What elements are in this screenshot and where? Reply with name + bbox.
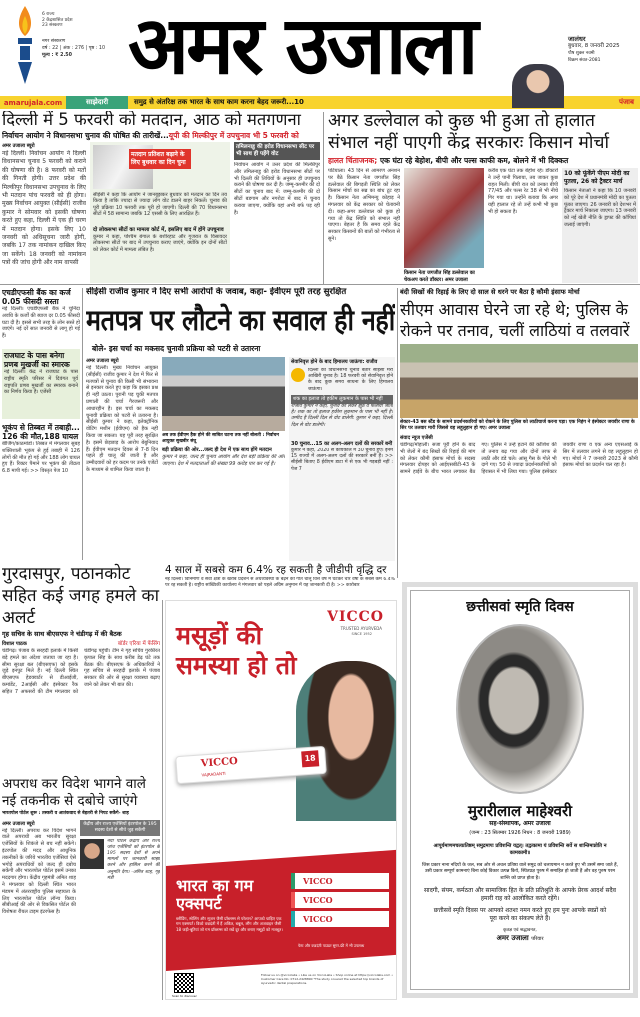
story3-side-sub3: 30 चुनाव...15 का अलग-अलग दलों की सरकारें बनीं [291, 441, 393, 447]
story2-body2: करीब एक घंटा तक बेहोश रहे। डॉक्टरों ने उन्हें पानी पिलाया, तब जाकर कुछ राहत मिली। बीपी रात को उनका बीपी 77/45 और पल्स रेट 38 से भी नीचे गिर गया था। उन्होंने बताया कि अगर यही हालात रहे तो उन्हें कभी भी कुछ भी हो सकता है। [488, 168, 558, 215]
amit-shah-photo [80, 839, 104, 869]
memorial-dates: (जन्म : 23 सितम्बर 1926 निधन : 8 जनवरी 1989) [469, 830, 571, 836]
ad-text-block [176, 877, 286, 969]
story4-body: चंडीगढ़/मोहाली। सजा पूरी होने के बाद भी जेलों में बंद सिखों की रिहाई की मांग को लेकर कौमी इंसाफ मोर्चा के सदस्य मंगलवार दोपहर को आईएसबीटी-43 के सामने हाईवे के बीच भारत लगाकर बैठ गए। पुलिस ने उन्हें हटाने की कोशिश की तो तनाव बढ़ गया और दोनों तरफ से लाठी और डंडे चले। आंसू गैस के गोले भी दागे गए। 50 से ज्यादा प्रदर्शनकारियों को हिरासत में भी लिया गया। पुलिस इंस्पेक्टर जयवीर राणा व एक अन्य एएसआई के सिर में तलवार लगने से वह लहूलुहान हो गए। मोर्चा ने 7 जनवरी 2023 से कौमी इंसाफ मोर्चा का प्रदर्शन चल रहा है। [400, 442, 638, 476]
story2-body: पटियाला। 43 दिन से आमरण अनशन पर बैठे किसान नेता जगजीत सिंह डल्लेवाल की बिगड़ती स्थिति को लेकर किसान मोर्चा का सब्र का बांध टूट रहा है। किसान नेता अभिमन्यु कोहाड़ ने मंगलवार को केंद्र सरकार को चेतावनी दी। कहा-अगर डल्लेवाल को कुछ हो गया तो केंद्र स्थिति को संभाल नहीं पाएगा। बेहतर है कि समय रहते केंद्र सरकार किसानों की बातों को गंभीरता से सुने। [328, 168, 400, 242]
story2-box-body: किसान नेताओं ने कहा कि 10 जनवरी को पूरे देश में प्रधानमंत्री मोदी का पुतला फूंका जाएगा। 26 जनवरी को देशभर में ट्रैक्टर मार्च निकाला जाएगा। 13 जनवरी को नई खेती नीति के ड्राफ्ट की कॉपियां जलाई जाएंगी। [564, 188, 636, 228]
story7-quote-block [80, 839, 160, 1000]
story1-subhead [2, 131, 320, 140]
tube-product: VAJRADANTI [201, 770, 226, 778]
brief-body: बीजिंग/काठमांडो। तिब्बत में मंगलवार सुबह शक्तिशाली भूकंप से हुई तबाही में 126 लोगों की मौत हो गई और 188 लोग घायल हुए हैं। रिक्टर पैमाने पर भूकंप की तीव्रता 6.8 मापी गई। >> विस्तृत पेज 10 [2, 441, 80, 475]
story3-subhead: बोले- इस चर्चा का मकसद चुनावी प्रक्रिया को पटरी से उतारना [92, 344, 261, 353]
state-label: पंजाब [619, 98, 634, 106]
story3-col2 [162, 357, 285, 561]
story1-sidebox [234, 142, 320, 283]
column-divider [397, 288, 398, 578]
qr-code[interactable] [174, 973, 194, 993]
story2-image-caption: किसान नेता जगजीत सिंह डल्लेवाल का चेकअप करते डॉक्टर। अमर उजाला [404, 270, 475, 283]
issue-number: वर्ष : 22 | अंक : 276 | पृष्ठ : 10 [42, 46, 106, 51]
newspaper-logo: अमर उजाला [128, 0, 476, 92]
story3 [86, 287, 395, 561]
memorial-title: छत्तीसवां स्मृति दिवस [466, 599, 574, 615]
edition-label: नगर संस्करण [42, 39, 66, 44]
brief-title: एचडीएफसी बैंक का कर्ज 0.05 फीसदी सस्ता [2, 288, 71, 306]
ad-products [291, 873, 389, 927]
story1-image-caption: मतदान प्रतिशत बढ़ाने के लिए बुधवार का दिन चुना [129, 149, 191, 169]
teaser-photo [512, 64, 564, 108]
story4-kicker: बंदी सिखों की रिहाई के लिए दो साल से धरने पर बैठा है कौमी इंसाफ मोर्चा [400, 288, 580, 296]
story3-side-body2: राजीव कुमार ने कहा, चुनाव को लेकर झूठ व फैलाया जाता है। शक का तो इलाज हकीम लुकमान के पास भी नहीं है। उम्मीद है दिल्ली दिल से वोट डालेगी: कुमार ने कहा, दिल्ली दिल से वोट डालेगी। [291, 404, 393, 428]
teaser-text: समुद्र से अंतरिक्ष तक भारत के साथ काम करना बेहद जरूरी...10 [134, 98, 304, 106]
tube-badge: 18 [301, 750, 319, 767]
story4-image-caption: सेक्टर-43 बस स्टैंड के सामने प्रदर्शनकारियों को रोकने के लिए पुलिस को लाठीचार्ज करना पड़ा। एक निहंग ने इंस्पेक्टर जयवीर राणा के सिर पर तलवार मारी जिससे वह लहूलुहान हो गए। अमर उजाला [400, 420, 635, 431]
story5-headline: 4 साल में सबसे कम 6.4% रह सकती है जीडीपी वृद्धि दर [165, 564, 387, 576]
story3-byline: अमर उजाला ब्यूरो [86, 358, 119, 364]
memorial-role: सह-संस्थापक, अमर उजाला [489, 820, 551, 827]
website-link[interactable]: amarujala.com [3, 98, 63, 107]
story7-byline: अमर उजाला ब्यूरो [2, 820, 35, 827]
story2-subhead-red: हालत चिंताजनक; [328, 156, 378, 165]
reach-uts: 2 केंद्रशासित प्रदेश [42, 17, 73, 23]
story3-side-body3: कुमार ने कहा, 2020 से कार्यकाल में 30 चुनाव हुए। इनमें 15 राज्यों में अलग-अलग दलों की सरकारें बनीं हैं। >> सीईसी बिताए 8 ईवीएम डाटा में से एक भी गड़बड़ी नहीं : पेज 7 [291, 448, 393, 472]
memorial-org: अमर उजाला [496, 934, 529, 943]
memorial-meaning: जिस प्रकार नाना नदियों के जल, सब ओर से अचल प्रतिष्ठा वाले समुद्र को चलायमान न करते हुए भी उसमें समा जाते हैं, उसी प्रकार सम्पूर्ण कामनाएं बिना कोई विकार उत्पन्न किये, स्थितप्रज्ञ पुरुष में समाहित हो जाती हैं और वह पुरुष परम शान्ति को प्राप्त होता है। [421, 863, 619, 881]
story3-col1 [86, 357, 158, 561]
memorial-name: मुरारीलाल माहेश्वरी [467, 802, 572, 820]
story4-byline: संवाद न्यूज एजेंसी [400, 435, 433, 441]
story1-byline: अमर उजाला ब्यूरो [2, 142, 35, 149]
story3-sidebar [289, 357, 395, 561]
reach-editions: 23 संस्करण [42, 23, 63, 28]
vicco-ad[interactable] [165, 600, 397, 1000]
ad-since: SINCE 1952 [351, 632, 372, 636]
cec-press-photo [162, 357, 285, 431]
story7-col2 [80, 820, 160, 1000]
brief-title: राजघाट के पास बनेगा प्रणब मुखर्जी का स्मारक [4, 351, 70, 369]
dallewal-photo [404, 168, 484, 268]
city: जालंधर [568, 35, 586, 43]
story3-sub2: बड़ी प्रक्रिया की ओर...जल्द ही देश में एक साथ होंगे मतदान [162, 447, 272, 453]
briefs-column [2, 288, 80, 560]
torch-logo-icon [12, 6, 38, 86]
story1-subhead-red: यूपी की मिल्कीपुर में उपचुनाव भी 5 फरवरी को [168, 130, 299, 140]
memorial-portrait [456, 624, 584, 794]
section-label: साझेदारी [66, 96, 128, 109]
memorial-signoff [407, 934, 633, 944]
story1-photo-area [93, 145, 227, 189]
story3-side-bar: शक का इलाज तो हकीम लुकमान के पास भी नहीं [291, 395, 393, 404]
brief-title: भूकंप से तिब्बत में तबाही... 126 की मौत,188 घायल [2, 423, 80, 441]
story7-subhead: भारतपोल पोर्टल शुरू : तस्करी व आतंकवाद से बेहतरी से निपट सकेंगे- शाह [2, 811, 129, 817]
story1-body2: सीईसी ने कहा कि आयोग ने जानबूझकर बुधवार को मतदान का दिन तय किया है ताकि ज्यादा से ज्यादा लोग वोट डालने बाहर निकलें। चुनाव की पूरी प्रक्रिया 10 फरवरी तक पूरी हो जाएगी। दिल्ली की 70 विधानसभा सीटों में 58 सामान्य जबकि 12 एससी के लिए आरक्षित हैं। [93, 191, 227, 218]
product-pack: VICCO [291, 873, 389, 889]
story1-subhead-text: निर्वाचन आयोग ने विधानसभा चुनाव की घोषित की तारीखें... [2, 130, 169, 140]
ad-tagline: TRUSTED AYURVEDA [340, 626, 382, 631]
story3-side-body: दिल्ली का विधानसभा चुनाव बतौर सीईसी मेरा आखिरी चुनाव है। 18 फरवरी को सेवानिवृत्त होने के बाद कुछ समय साधना के लिए हिमालय जाऊंगा। [308, 368, 393, 392]
story6-byline: विशाल पाठक [2, 641, 27, 647]
story4 [400, 288, 638, 572]
edition-info [42, 38, 124, 59]
story7-col1 [2, 820, 76, 1000]
story1-col1 [2, 142, 86, 283]
memorial-notice [402, 582, 638, 998]
tithi: पौष शुक्ल नवमी [568, 51, 595, 56]
story1-body: नई दिल्ली। निर्वाचन आयोग ने दिल्ली विधानसभा चुनाव 5 फरवरी को कराने की घोषणा की है। 8 फरवरी को मतों की गिनती होगी। उत्तर प्रदेश की मिल्कीपुर विधानसभा उपचुनाव के लिए भी मतदान पांच फरवरी को ही होगा। मुख्य निर्वाचन आयुक्त (सीईसी) राजीव कुमार ने सोमवार को इसकी घोषणा करते हुए कहा, दिल्ली में एक ही चरण में मतदान होगा। इसके लिए 10 जनवरी को अधिसूचना जारी होगी, जबकि 17 तक नामांकन दाखिल किए जा सकेंगे। 18 जनवरी को नामांकन पत्रों की जांच होगी और नाम वापसी [2, 149, 86, 267]
model-photo [296, 661, 397, 821]
story3-headline: मतपत्र पर लौटने का सवाल ही नहीं [86, 303, 395, 337]
masthead [0, 0, 640, 94]
story2-box-title: 10 को फूंकेंगे पीएम मोदी का पुतला, 26 को ट्रैक्टर मार्च [564, 170, 630, 185]
story2-photo-block [404, 168, 484, 283]
reach-info [42, 12, 122, 29]
newspaper-logo-box [128, 0, 508, 94]
story7-box: केंद्रीय और राज्य एजेंसियों इंटरपोल के 195 सदस्य देशों से सीधे जुड़ सकेंगी [80, 820, 160, 836]
sun-icon [291, 368, 305, 382]
story7-quote: नया पोर्टल केंद्रीय और राज्य जांच एजेंसियों को इंटरपोल के 195 सदस्य देशों से अपने मामलों पर जानकारी साझा करने और हासिल करने की अनुमति देगा। -अमित शाह, गृह मंत्री [107, 838, 160, 881]
story6-headline: गुरदासपुर, पठानकोट सहित कई जगह हमले का अलर्ट [2, 564, 160, 628]
qr-label: Scan to discover [172, 994, 197, 998]
ad-slogan: भारत का गम एक्सपर्ट [176, 877, 254, 913]
story4-headline: सीएम आवास घेरने जा रहे थे; पुलिस के रोकने पर तनाव, चलीं लाठियां व तलवारें [400, 300, 630, 340]
reach-states: 6 राज्य [42, 12, 55, 17]
story3-kicker: सीईसी राजीव कुमार ने दिए सभी आरोपों के जवाब, कहा- ईवीएम पूरी तरह सुरक्षित [86, 287, 347, 297]
left-lower-column [2, 563, 160, 1000]
product-pack: VICCO [291, 892, 389, 908]
ad-footer: Follow us on @viccolabs • Like us on ViccoLabs • Shop online at https://viccolabs.com • Customer Care No: 0712-2428890 *The study covered the selected top brands of Ayurvedic dental preparations. [261, 973, 393, 985]
horizontal-divider [0, 284, 640, 285]
story6-byline-row [2, 640, 160, 648]
protest-photo [400, 344, 638, 418]
story7-headline: अपराध कर विदेश भागने वाले नई तकनीक से दबोचे जाएंगे [2, 776, 146, 810]
column-divider [162, 600, 163, 1000]
memorial-tribute: सादगी, संयम, कर्मठता और सामाजिक हित के प्रति प्रतिश्रुति के आपके प्रेरक आदर्श सदैव हमारी राह को आलोकित करते रहेंगे। [423, 887, 617, 903]
memorial-shloka: आपूर्यमाणमचलप्रतिष्ठम् समुद्रमापः प्रविशन्ति यद्वत्। तद्वत्कामा यं प्रविशन्ति सर्वे स शान्तिमाप्नोति न कामकामी॥ [433, 843, 607, 856]
vicco-logo: VICCO [327, 609, 384, 625]
column-divider [323, 112, 324, 284]
brief-body: नई दिल्ली। केंद्र ने राजघाट के पास राष्ट्रीय स्मृति परिसर में दिवंगत पूर्व राष्ट्रपति प्रणब मुखर्जी का स्मारक बनाने का निर्णय किया है। एजेंसी [4, 369, 78, 396]
memorial-from: कृतज्ञ एवं श्रद्धावनत, [503, 928, 537, 934]
story6-body: चंडीगढ़। पंजाब के सरहदी इलाके में किसी बड़े हमले का अंदेशा जताया जा रहा है। सीमा सुरक्षा बल (बीएसएफ) को इसके जुड़े इनपुट मिले हैं। नई दिल्ली स्थित बीएसएफ हेडक्वार्टर से डीआईजी, कमांडेंट, 2आईसी और इंस्पेक्टर रैंक सहित 7 अफसरों की टीम मंगलवार को चंडीगढ़ पहुंची। टीम ने गृह सचिव गुरकीरत कृपाल सिंह के साथ करीब डेढ़ घंटे तक बैठक की। बीएसएफ के अधिकारियों ने गृह सचिव से सरहदी इलाके में पंजाब सरकार की ओर से सुरक्षा व्यवस्था बढ़ाए जाने को लेकर भी बात की। [2, 648, 160, 695]
samvat: विक्रम संवत-2081 [568, 58, 601, 63]
ad-headline: मसूड़ों की समस्या हो तो [176, 621, 297, 680]
brief-body: नई दिल्ली। एचडीएफसी बैंक ने चुनिंदा अवधि के कर्जों की ब्याज दर 0.05 फीसदी घटा दी है। इससे सभी तरह के लोन सस्ते हो जाएंगे। नई दरें सात जनवरी से लागू हो गई हैं। [2, 306, 80, 340]
price: मूल्य : ₹ 2.50 [42, 53, 72, 58]
story2-sidebox [562, 168, 638, 283]
story1-box-body: निर्वाचन आयोग ने उत्तर प्रदेश की मिल्कीपुर और तमिलनाडु की इरोड विधानसभा सीटों पर भी दिल्ली की तिथियों के अनुसार ही उपचुनाव कराने की घोषणा कर दी है। जम्मू-कश्मीर की दो सीटों का चुनाव बाद में: जम्मू-कश्मीर की दो सीटों बडगाम और नगरोटा में बाद में चुनाव कराया जाएगा, क्योंकि वहां अभी बर्फ पड़ रही है। [234, 161, 320, 216]
story3-body2: कुमार ने कहा, जल्द ही चुनाव आयोग और देश बड़ी प्रक्रिया की ओर जाएगा। देश में मतदाताओं की संख्या 99 करोड़ पार कर गई है। [162, 454, 285, 467]
brief-highlight [2, 349, 80, 419]
story1-sub2: दो लोकसभा सीटों का मामला कोर्ट में, इसलिए बाद में होंगे उपचुनाव [93, 226, 224, 233]
memorial-tribute: छत्तीसवें स्मृति दिवस पर आपको शतशः नमन करते हुए हम पुनः आपके स्वप्नों को पूरा करने का संकल्प लेते हैं। [433, 907, 607, 923]
story1-inset [90, 142, 230, 283]
story6-subhead-red: बॉर्डर एरिया में फेंसिंग [117, 641, 160, 647]
story1-box-title: तमिलनाडु की इरोड विधानसभा सीट पर भी साथ ही पड़ेंगे वोट [234, 142, 320, 160]
memorial-org2: परिवार [531, 936, 544, 943]
story2 [328, 110, 638, 283]
story2-headline: अगर डल्लेवाल को कुछ भी हुआ तो हालात संभाल नहीं पाएगी केंद्र सरकारः किसान मोर्चा [328, 111, 610, 153]
column-divider [82, 288, 83, 560]
story2-subhead [328, 156, 638, 165]
story6-subhead: गृह सचिव के साथ बीएसएफ ने चंडीगढ़ में की बैठक [2, 630, 122, 638]
story3-image-caption: अब तक ईवीएम हैक होने की साबित घटना तक नहीं बोलती : निर्वाचन आयुक्त सुखबीर संधू [162, 433, 279, 444]
story5 [165, 563, 395, 598]
story5-body: नई दिल्ली। विनिर्माण व सेवा क्षेत्रों के खराब प्रदर्शन से अर्थव्यवस्था के बढ़ने की गति चालू वित्त वर्ष में घटकर चार वर्षों के सबसे कम 6.4% पर रह सकती है। राष्ट्रीय सांख्यिकी कार्यालय ने मंगलवार को पहले अग्रिम अनुमान में यह जानकारी दी है। >> कारोबार [165, 577, 395, 588]
tube-brand: VICCO [200, 755, 239, 770]
story1-body3: कुमार ने कहा, पश्चिम बंगाल के बशीरहाट और गुजरात के विसावदर लोकसभा सीटों पर बाद में उपचुनाव कराए जाएंगे, क्योंकि इन दोनों सीटों को लेकर कोर्ट में मामला लंबित है। [93, 233, 227, 253]
date: बुधवार, 8 जनवरी 2025 [568, 43, 620, 49]
product-pack: VICCO [291, 911, 389, 927]
dateline [568, 36, 638, 64]
story3-body: नई दिल्ली। मुख्य निर्वाचन आयुक्त (सीईसी) राजीव कुमार ने देश में फिर से मतपत्रों से चुनाव की किसी भी संभावना से इनकार करते हुए कहा कि इसका प्रश्न ही नहीं उठता। पुरानी पड़ चुकी मतपत्र प्रणाली की चर्चा गैरजरूरी और आधारहीन है। इस चर्चा का मकसद चुनावी प्रक्रिया को पटरी से उतारना है। सीईसी कुमार ने कहा, इलेक्ट्रॉनिक वोटिंग मशीन (ईवीएम) को हैक नहीं किया जा सकता। यह पूरी तरह सुरक्षित है। इसमें छेड़छाड़ के आरोप बेबुनियाद हैं। ईवीएम मतदान दिवस से 7-8 दिन पहले ही चालू की जाती है और उम्मीदवारों को हर कदम पर उनके एजेंटों के माध्यम से शामिल किया जाता है। [86, 365, 158, 473]
story1 [2, 111, 320, 283]
story7-body: नई दिल्ली। अपराध कर विदेश भागने वाले अपराधी अब भारतीय सुरक्षा एजेंसियों के शिकंजे से बच नहीं सकेंगे। इंटरपोल की मदद और आधुनिक तकनीकों के जरिये भारतीय एजेंसियां ऐसे भगोड़े अपराधियों को जल्द ही दबोच सकेंगी और भारतपोल पोर्टल इसमें उनका मददगार होगा। केंद्रीय गृहमंत्री अमित शाह ने मंगलवार को दिल्ली स्थित भारत मंडपम में अंतरराष्ट्रीय पुलिस सहायता के लिए भारतपोल पोर्टल लॉन्च किया। सीबीआई की ओर से विकसित पोर्टल की विशेषता रीयल टाइम इंटरफेस है। [2, 827, 76, 916]
story2-subhead-text: एक घंटा रहे बेहोश, बीपी और पल्स काफी कम, बोलने में भी दिक्कत [379, 156, 569, 165]
story1-headline: दिल्ली में 5 फरवरी को मतदान, आठ को मतगणना [2, 111, 301, 129]
ad-body: ब्लीडिंग, स्वेलिंग और सूजन जैसी प्रॉब्लम्स से परेशान? आपको चाहिए एक गम एक्सपर्ट। विको वज्रदंती में हैं अकिंत, बबूल, लौंग और अजवाइन जैसी 18 जड़ी-बूटियां जो गम प्रॉब्लम्स को रखें दूर और बनाए मसूड़ों को मजबूत। [176, 916, 283, 932]
ad-note: पेस्ट और वज्रदंती पाउडर सुगर-फ्री में भी उपलब्ध [298, 943, 365, 948]
story3-side-kicker: सेवानिवृत्त होने के बाद हिमालय जाऊंगा: राजीव [291, 359, 378, 365]
